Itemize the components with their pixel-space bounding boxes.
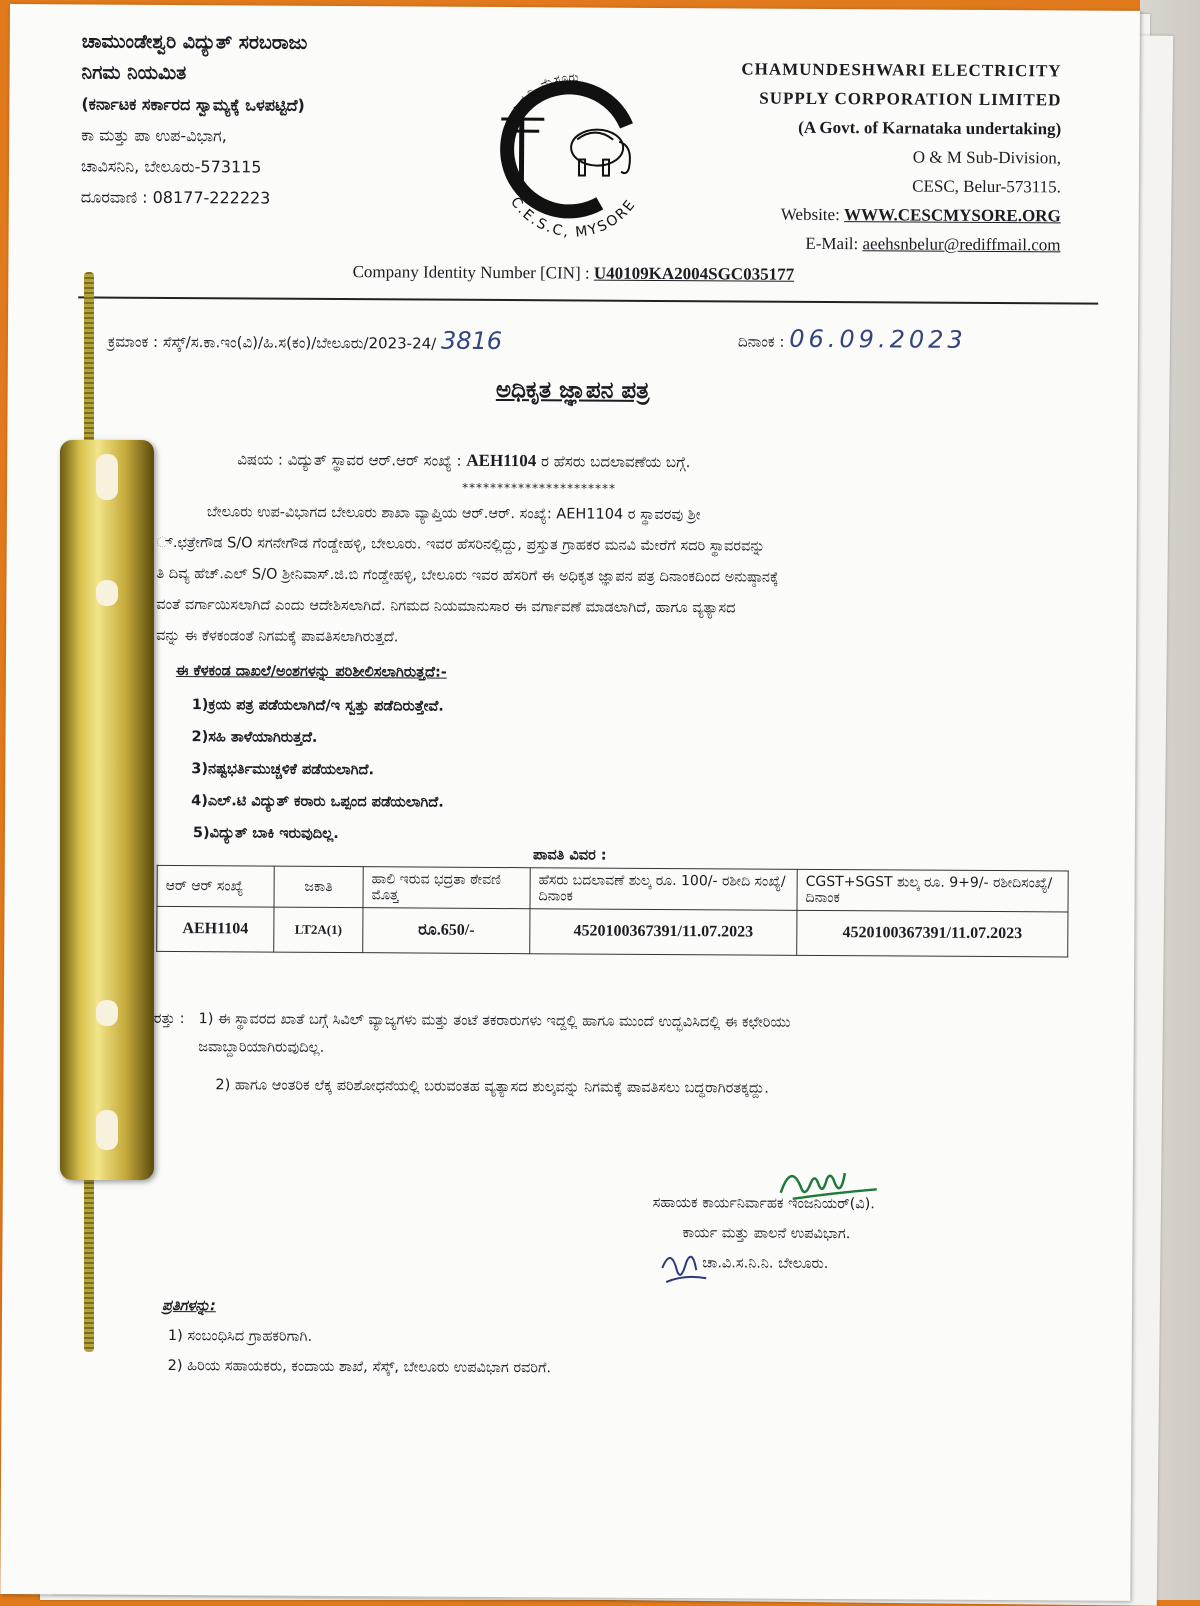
value-tariff: LT2A(1) <box>274 907 363 953</box>
value-rr-number: AEH1104 <box>157 906 274 952</box>
org-header-english <box>740 54 1061 259</box>
website-label: Website: <box>781 205 840 224</box>
address-kn: ಚಾವಿಸನಿನಿ, ಬೇಲೂರು-573115 <box>81 150 307 182</box>
letter-page <box>0 4 1140 1601</box>
reference-label: ಕ್ರಮಾಂಕ : ಸೆಸ್ಕ್/ಸ.ಕಾ.ಇಂ(ವಿ)/ಹಿ.ಸ(ಕಂ)/ಬೇಲೂರು/2023-24/ <box>108 333 436 353</box>
initials-mark <box>652 1238 722 1298</box>
header-divider <box>78 296 1098 304</box>
org-header-kannada <box>81 26 308 213</box>
date-label: ದಿನಾಂಕ : <box>738 332 785 350</box>
reference-line <box>108 325 502 355</box>
header-rr-number: ಆರ್ ಆರ್ ಸಂಖ್ಯೆ <box>157 865 274 907</box>
copies-section <box>162 1291 552 1383</box>
fastener-slot <box>96 1110 118 1150</box>
email-label: E-Mail: <box>805 234 858 253</box>
separator-stars: ********************** <box>462 481 616 496</box>
conditions <box>153 1005 1074 1105</box>
logo-top-text: ಚಾ.ವಿ.ಸ.ನಿ. ಮೈಸೂರು <box>501 70 579 131</box>
org-name-en-line2: SUPPLY CORPORATION LIMITED <box>759 89 1061 110</box>
checklist-item: 3)ನಷ್ಟಭರ್ತಿಮುಚ್ಚಳಿಕೆ ಪಡೆಯಲಾಗಿದೆ. <box>191 761 374 778</box>
document-title: ಅಧಿಕೃತ ಜ್ಞಾಪನ ಪತ್ರ <box>8 374 1138 407</box>
condition-row <box>154 1005 1074 1067</box>
copies-item: 1) ಸಂಬಂಧಿಸಿದ ಗ್ರಾಹಕರಿಗಾಗಿ. <box>162 1321 552 1353</box>
cesc-logo <box>479 51 670 242</box>
govt-undertaking-kn: (ಕರ್ನಾಟಕ ಸರ್ಕಾರದ ಸ್ವಾಮ್ಯಕ್ಕೆ ಒಳಪಟ್ಟಿದೆ) <box>81 88 307 120</box>
body-line: ವಂತೆ ವರ್ಗಾಯಿಸಲಾಗಿದೆ ಎಂದು ಆದೇಶಿಸಲಾಗಿದೆ. ನಿಗಮದ ನಿಯಮಾನುಸಾರ ಈ ವರ್ಗಾವಣೆ ಮಾಡಲಾಗಿದೆ, ಹಾಗೂ ವ್ಯತ್ಯಾಸದ <box>156 590 1076 627</box>
office-kn: ಕಾ ಮತ್ತು ಪಾ ಉಪ-ವಿಭಾಗ, <box>81 119 307 151</box>
org-name-kn-line1: ಚಾಮುಂಡೇಶ್ವರಿ ವಿದ್ಯುತ್ ಸರಬರಾಜು <box>82 26 308 58</box>
subject-line <box>237 449 690 472</box>
checklist-item: 1)ಕ್ರಯ ಪತ್ರ ಪಡೆಯಲಾಗಿದೆ/ಇ ಸ್ವತ್ತು ಪಡೆದಿರುತ್ತೇವೆ. <box>192 697 444 715</box>
signatory-company: ಚಾ.ವಿ.ಸ.ನಿ.ನಿ. ಬೇಲೂರು. <box>652 1248 874 1279</box>
checklist-title: ಈ ಕೆಳಕಂಡ ದಾಖಲೆ/ಅಂಶಗಳನ್ನು ಪರಿಶೀಲಿಸಲಾಗಿರುತ್ತದೆ:- <box>176 663 447 681</box>
cin-line <box>8 260 1138 287</box>
payment-value-row <box>157 906 1068 957</box>
fastener-slot <box>96 580 118 606</box>
file-fastener-clip <box>60 440 154 1180</box>
body-line: ್.ಛತ್ರೇಗೌಡ S/O ಸಗನೇಗೌಡ ಗೆಂಡ್ಡೇಹಳ್ಳಿ, ಬೇಲೂರು. ಇವರ ಹೆಸರಿನಲ್ಲಿದ್ದು, ಪ್ರಸ್ತುತ ಗ್ರಾಹಕರ ಮನವಿ ಮೇರೆಗೆ ಸದರಿ ಸ್ಥಾವರವನ್ನು <box>157 528 1077 565</box>
signatory-designation: ಸಹಾಯಕ ಕಾರ್ಯನಿರ್ವಾಹಕ ಇಂಜನಿಯರ್(ವಿ). <box>653 1188 875 1219</box>
checklist-item: 4)ಎಲ್.ಟಿ ವಿದ್ಯುತ್ ಕರಾರು ಒಪ್ಪಂದ ಪಡೆಯಲಾಗಿದೆ. <box>191 793 444 811</box>
checklist-item: 5)ವಿದ್ಯುತ್ ಬಾಕಿ ಇರುವುದಿಲ್ಲ. <box>193 825 339 842</box>
value-name-change-receipt: 4520100367391/11.07.2023 <box>530 909 797 956</box>
subject-prefix: ವಿಷಯ : ವಿದ್ಯುತ್ ಸ್ಥಾವರ ಆರ್.ಆರ್ ಸಂಖ್ಯೆ : <box>237 450 461 469</box>
checklist-item: 2)ಸಹಿ ತಾಳೆಯಾಗಿರುತ್ತದೆ. <box>191 729 317 746</box>
fastener-slot <box>96 1000 118 1026</box>
body-paragraph <box>156 497 1077 658</box>
value-gst-receipt: 4520100367391/11.07.2023 <box>797 910 1068 957</box>
payment-table <box>156 865 1069 958</box>
fastener-slot <box>96 454 118 500</box>
body-line: ವನ್ನು ಈ ಕೆಳಕಂಡಂತೆ ನಿಗಮಕ್ಕೆ ಪಾವತಿಸಲಾಗಿರುತ್ತದೆ. <box>156 621 1076 658</box>
header-tariff: ಜಕಾತಿ <box>274 866 363 908</box>
logo-bottom-text: C.E.S.C, MYSORE <box>507 194 640 241</box>
govt-undertaking-en: (A Govt. of Karnataka undertaking) <box>798 118 1061 139</box>
email-link[interactable]: aeehsnbelur@rediffmail.com <box>862 234 1060 254</box>
condition-item: 2) ಹಾಗೂ ಆಂತರಿಕ ಲೆಕ್ಕ ಪರಿಶೋಧನೆಯಲ್ಲಿ ಬರುವಂತಹ ವ್ಯತ್ಯಾಸದ ಶುಲ್ಕವನ್ನು ನಿಗಮಕ್ಕೆ ಪಾವತಿಸಲು ಬದ್ಧರಾಗಿರತಕ್ಕದ್ದು. <box>153 1071 935 1104</box>
cin-number: U40109KA2004SGC035177 <box>594 264 794 284</box>
address-en: CESC, Belur-573115. <box>741 170 1061 201</box>
office-en: O & M Sub-Division, <box>741 141 1061 172</box>
header-deposit: ಹಾಲಿ ಇರುವ ಭದ್ರತಾ ಠೇವಣಿ ಮೊತ್ತ <box>363 867 530 909</box>
cin-label: Company Identity Number [CIN] : <box>353 262 590 282</box>
date-value: 06.09.2023 <box>789 325 967 354</box>
value-deposit: ರೂ.650/- <box>363 908 530 954</box>
signatory-office: ಕಾರ್ಯ ಮತ್ತು ಪಾಲನೆ ಉಪವಿಭಾಗ. <box>652 1218 874 1249</box>
subject-suffix: ರ ಹೆಸರು ಬದಲಾವಣೆಯ ಬಗ್ಗೆ. <box>541 452 691 471</box>
copies-title: ಪ್ರತಿಗಳನ್ನು: <box>162 1291 552 1323</box>
reference-number: 3816 <box>441 327 502 355</box>
header-gst: CGST+SGST ಶುಲ್ಕ ರೂ. 9+9/- ರಶೀದಿಸಂಖ್ಯೆ/ದಿನಾಂಕ <box>797 869 1068 912</box>
body-line: ಬೇಲೂರು ಉಪ-ವಿಭಾಗದ ಬೇಲೂರು ಶಾಖಾ ವ್ಯಾಪ್ತಿಯ ಆರ್.ಆರ್. ಸಂಖ್ಯೆ: AEH1104 ರ ಸ್ಥಾವರವು ಶ್ರೀ <box>157 497 1077 534</box>
conditions-label: ರತ್ತು : <box>154 1005 185 1061</box>
subject-rr-number: AEH1104 <box>466 451 536 470</box>
payment-header-row <box>157 865 1068 912</box>
elephant-icon <box>571 129 630 175</box>
website-link[interactable]: WWW.CESCMYSORE.ORG <box>844 205 1061 225</box>
org-name-kn-line2: ನಿಗಮ ನಿಯಮಿತ <box>81 57 307 89</box>
header-name-change-fee: ಹೆಸರು ಬದಲಾವಣೆ ಶುಲ್ಕ ರೂ. 100/- ರಶೀದಿ ಸಂಖ್ಯೆ/ದಿನಾಂಕ <box>530 868 797 911</box>
condition-item: 1) ಈ ಸ್ಥಾವರದ ಖಾತೆ ಬಗ್ಗೆ ಸಿವಿಲ್ ವ್ಯಾಜ್ಯಗಳು ಮತ್ತು ತಂಟೆ ತಕರಾರುಗಳು ಇದ್ದಲ್ಲಿ ಹಾಗೂ ಮುಂದೆ ಉದ್ಭವಿಸಿದಲ್ಲಿ ಈ ಕಛೇರಿಯು ಜವಾಬ್ದಾರಿಯಾಗಿರುವುದಿಲ್ಲ. <box>198 1005 918 1065</box>
date-line <box>738 324 967 353</box>
payment-title: ಪಾವತಿ ವಿವರ : <box>5 844 1135 867</box>
body-line: ತಿ ದಿವ್ಯ ಹೆಚ್.ಎಲ್ S/O ಶ್ರೀನಿವಾಸ್.ಜಿ.ಬಿ ಗೆಂಡ್ಡೇಹಳ್ಳಿ, ಬೇಲೂರು ಇವರ ಹೆಸರಿಗೆ ಈ ಅಧಿಕೃತ ಜ್ಞಾಪನ ಪತ್ರ ದಿನಾಂಕದಿಂದ ಅನುಷ್ಠಾನಕ್ಕೆ <box>156 559 1076 596</box>
phone-kn: ದೂರವಾಣಿ : 08177-222223 <box>81 181 307 213</box>
org-name-en-line1: CHAMUNDESHWARI ELECTRICITY <box>741 59 1061 80</box>
copies-item: 2) ಹಿರಿಯ ಸಹಾಯಕರು, ಕಂದಾಯ ಶಾಖೆ, ಸೆಸ್ಕ್, ಬೇಲೂರು ಉಪವಿಭಾಗ ರವರಿಗೆ. <box>162 1351 552 1383</box>
